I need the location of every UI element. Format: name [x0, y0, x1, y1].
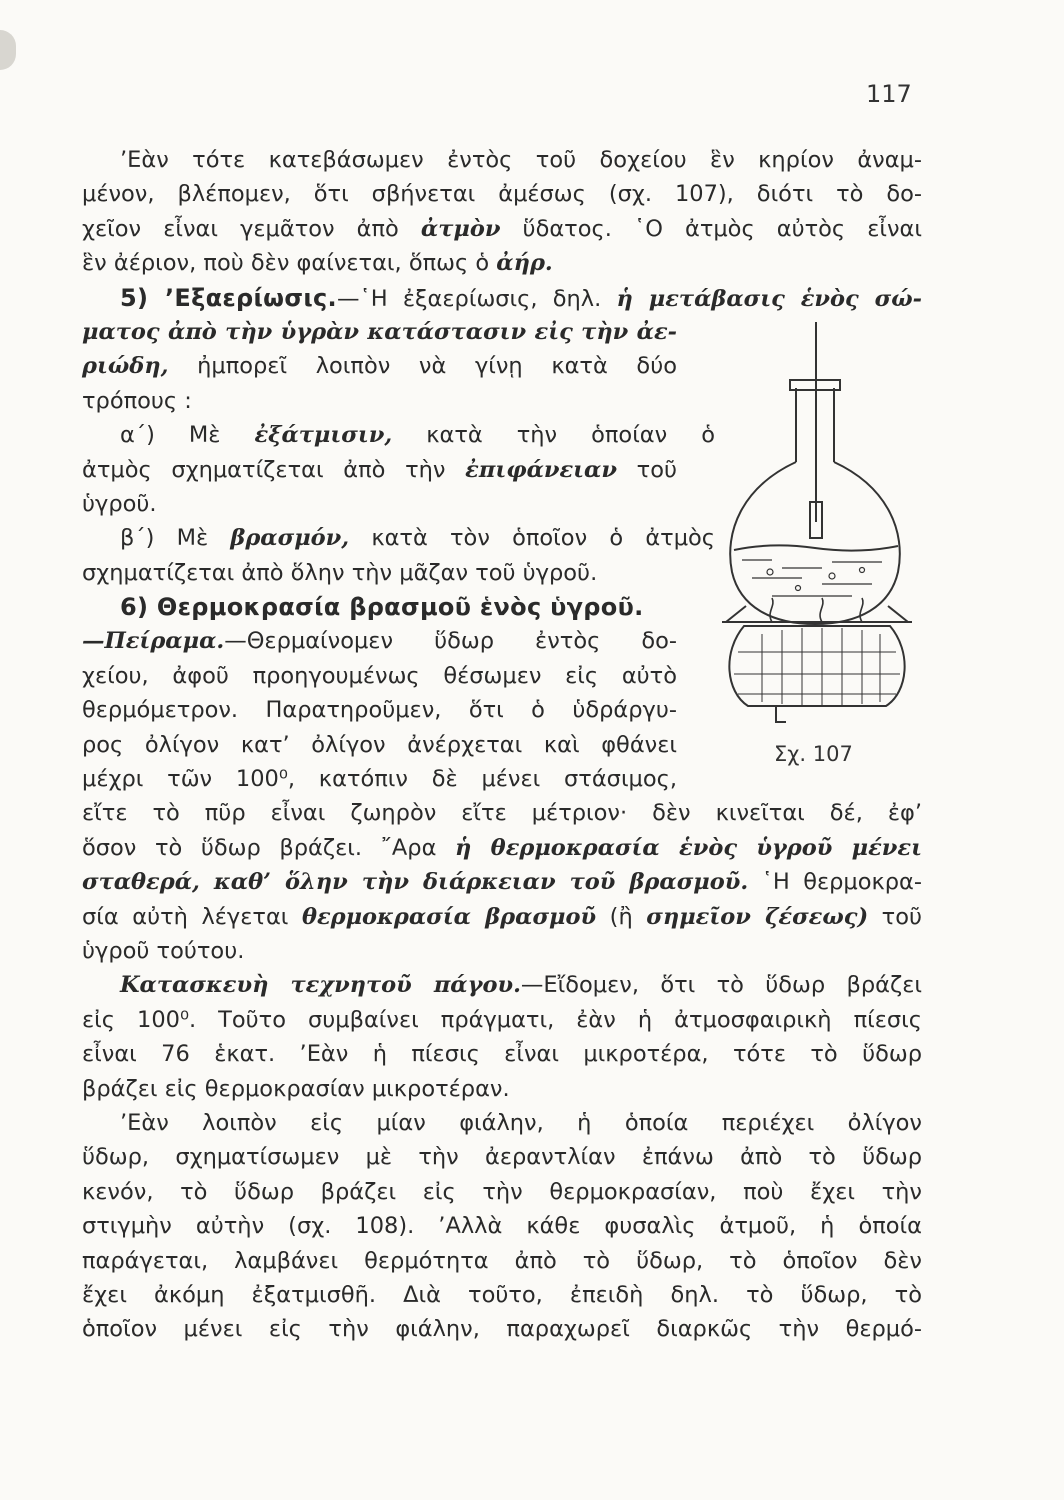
text-line: ὁποῖον μένει εἰς τὴν φιάλην, παραχωρεῖ διαρκῶς τὴν θερμό- — [82, 1316, 922, 1343]
text-line: παράγεται, λαμβάνει θερμότητα ἀπὸ τὸ ὕδωρ, τὸ ὁποῖον δὲν — [82, 1247, 922, 1274]
text-line: βράζει εἰς θερμοκρασίαν μικροτέραν. — [82, 1075, 510, 1102]
emphasis: ἀτμὸν — [420, 215, 501, 242]
text-line: 5) ’Εξαερίωσις.—῾Η ἐξαερίωσις, δηλ. ἡ μετάβασις ἑνὸς σώ- — [120, 283, 923, 312]
text-line: εἴτε τὸ πῦρ εἶναι ζωηρὸν εἴτε μέτριον· δὲν κινεῖται δέ, ἐφ’ — [82, 800, 922, 827]
text-line: ἔχει ἀκόμη ἐξατμισθῆ. Διὰ τοῦτο, ἐπειδὴ δηλ. τὸ ὕδωρ, τὸ — [82, 1281, 922, 1308]
water-surface — [734, 545, 898, 550]
emphasis: ἡ θερμοκρασία ἑνὸς ὑγροῦ μένει — [455, 834, 922, 861]
figure-caption: Σχ. 107 — [774, 742, 853, 766]
emphasis: ματος ἀπὸ τὴν ὑγρὰν κατάστασιν εἰς τὴν ἀε- — [82, 318, 677, 345]
emphasis: σταθερά, καθ’ ὅλην τὴν διάρκειαν τοῦ βρασμοῦ. — [82, 869, 749, 896]
boiling-flask-illustration — [712, 322, 922, 742]
section-heading: 5) ’Εξαερίωσις. — [120, 283, 337, 312]
text-line: χείου, ἀφοῦ προηγουμένως θέσωμεν εἰς αὐτὸ — [82, 662, 677, 689]
text-line: ’Εὰν τότε κατεβάσωμεν ἐντὸς τοῦ δοχείου ἓν κηρίον ἀναμ- — [120, 147, 922, 173]
text-line: τρόπους : — [82, 387, 192, 414]
text-line: Κατασκευὴ τεχνητοῦ πάγου.—Εἴδομεν, ὅτι τὸ ὕδωρ βράζει — [120, 972, 922, 999]
text-line: ’Εὰν λοιπὸν εἰς μίαν φιάλην, ἡ ὁποία περιέχει ὀλίγον — [120, 1109, 922, 1136]
text-line: ὅσον τὸ ὕδωρ βράζει. ῎Αρα ἡ θερμοκρασία ἑνὸς ὑγροῦ μένει — [82, 834, 922, 861]
burner-spout — [776, 706, 786, 722]
water-lines — [742, 560, 882, 596]
text-line: σχηματίζεται ἀπὸ ὅλην τὴν μᾶζαν τοῦ ὑγροῦ. — [82, 559, 598, 586]
emphasis: ἀήρ. — [496, 250, 553, 277]
text-line: β΄) Μὲ βρασμόν, κατὰ τὸν ὁποῖον ὁ ἀτμὸς — [120, 525, 715, 552]
text-line: εἰς 100⁰. Τοῦτο συμβαίνει πράγματι, ἐὰν ἡ ἀτμοσφαιρικὴ πίεσις — [82, 1006, 922, 1033]
emphasis: θερμοκρασία βρασμοῦ — [301, 903, 597, 930]
text-line: ἓν ἀέριον, ποὺ δὲν φαίνεται, ὅπως ὁ ἀήρ. — [82, 250, 553, 277]
text-line: σταθερά, καθ’ ὅλην τὴν διάρκειαν τοῦ βρασμοῦ. ῾Η θερμοκρα- — [82, 869, 922, 896]
tripod-ring — [722, 606, 912, 622]
burner-hatching — [734, 652, 900, 694]
text-line: εἶναι 76 ἑκατ. ’Εὰν ἡ πίεσις εἶναι μικροτέρα, τότε τὸ ὕδωρ — [82, 1041, 922, 1068]
emphasis: Κατασκευὴ τεχνητοῦ πάγου. — [120, 972, 521, 999]
section-heading: 6) Θερμοκρασία βρασμοῦ ἑνὸς ὑγροῦ. — [120, 593, 644, 622]
emphasis: ἐπιφάνειαν — [465, 456, 617, 483]
text-line: ὑγροῦ τούτου. — [82, 937, 245, 964]
scan-edge-mark — [0, 30, 16, 70]
emphasis: βρασμόν, — [230, 525, 350, 552]
text-line: α΄) Μὲ ἐξάτμισιν, κατὰ τὴν ὁποίαν ὁ — [120, 422, 715, 449]
flames — [770, 598, 863, 622]
text-line: μένον, βλέπομεν, ὅτι σβήνεται ἀμέσως (σχ. 107), διότι τὸ δο- — [82, 181, 922, 208]
emphasis: ἐξάτμισιν, — [254, 422, 393, 449]
text-line — [82, 315, 677, 349]
text-line: ὕδωρ, σχηματίσωμεν μὲ τὴν ἀεραντλίαν ἐπάνω ἀπὸ τὸ ὕδωρ — [82, 1144, 922, 1171]
text-line: μέχρι τῶν 100⁰, κατόπιν δὲ μένει στάσιμος, — [82, 766, 677, 793]
text-line: στιγμὴν αὐτὴν (σχ. 108). ’Αλλὰ κάθε φυσαλὶς ἀτμοῦ, ἡ ὁποία — [82, 1213, 922, 1240]
text-line: ὑγροῦ. — [82, 490, 157, 517]
text-line: —Πείραμα.—Θερμαίνομεν ὕδωρ ἐντὸς δο- — [82, 628, 677, 655]
text-line: σία αὐτὴ λέγεται θερμοκρασία βρασμοῦ (ἢ σημεῖον ζέσεως) τοῦ — [82, 903, 922, 930]
text-line: ρος ὀλίγον κατ’ ὀλίγον ἀνέρχεται καὶ φθάνει — [82, 731, 677, 758]
text-line: ἀτμὸς σχηματίζεται ἀπὸ τὴν ἐπιφάνειαν τοῦ — [82, 456, 678, 483]
emphasis: ριώδη, — [82, 353, 169, 380]
text-line: χεῖον εἶναι γεμᾶτον ἀπὸ ἀτμὸν ὕδατος. ῾Ο ἀτμὸς αὐτὸς εἶναι — [82, 215, 923, 242]
text-line: ριώδη, ἠμπορεῖ λοιπὸν νὰ γίνῃ κατὰ δύο — [82, 353, 677, 380]
emphasis: ἡ μετάβασις ἑνὸς σώ- — [616, 285, 923, 312]
text-line: κενόν, τὸ ὕδωρ βράζει εἰς τὴν θερμοκρασίαν, ποὺ ἔχει τὴν — [82, 1178, 922, 1205]
emphasis: —Πείραμα. — [82, 628, 225, 655]
page-number: 117 — [866, 80, 912, 108]
text-line: θερμόμετρον. Παρατηροῦμεν, ὅτι ὁ ὑδράργυ- — [82, 697, 677, 724]
emphasis: σημεῖον ζέσεως) — [646, 903, 869, 930]
